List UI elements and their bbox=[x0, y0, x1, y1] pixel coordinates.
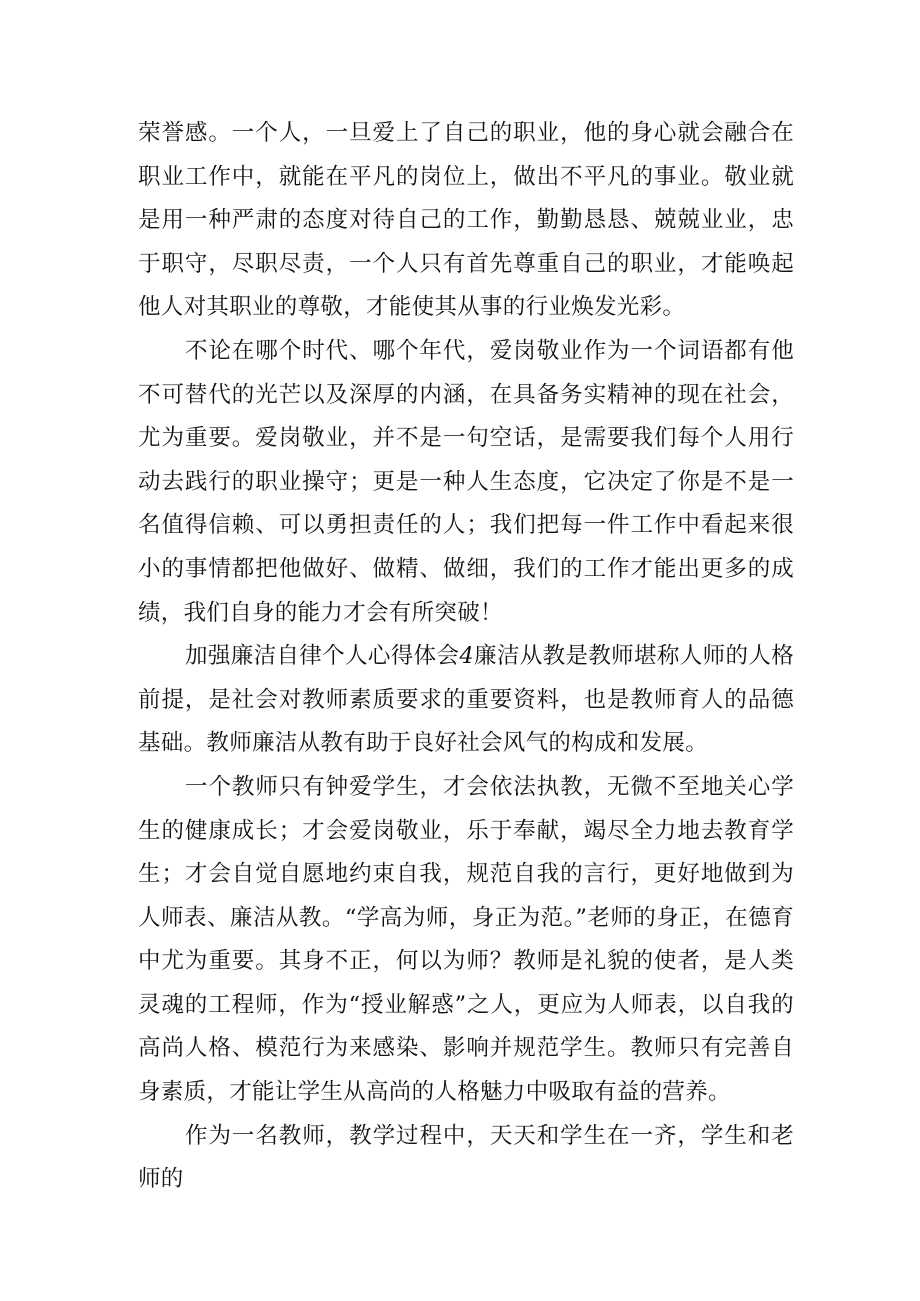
paragraph-4: 一个教师只有钟爱学生，才会依法执教，无微不至地关心学生的健康成长；才会爱岗敬业，乐于奉献，竭尽全力地去教育学生；才会自觉自愿地约束自我，规范自我的言行，更好地做到为人师表、廉洁从教。“学高为师，身正为范。”老师的身正，在德育中尤为重要。其身不正，何以为师？教师是礼貌的使者，是人类灵魂的工程师，作为“授业解惑”之人，更应为人师表，以自我的高尚人格、模范行为来感染、影响并规范学生。教师只有完善自身素质，才能让学生从高尚的人格魅力中吸取有益的营养。 bbox=[138, 773, 794, 1106]
paragraph-3-body: 廉洁从教是教师堪称人师的人格前提，是社会对教师素质要求的重要资料，也是教师育人的品德基础。教师廉洁从教有助于良好社会风气的构成和发展。 bbox=[138, 643, 794, 757]
document-body bbox=[138, 112, 794, 1202]
paragraph-1: 荣誉感。一个人，一旦爱上了自己的职业，他的身心就会融合在职业工作中，就能在平凡的岗位上，做出不平凡的事业。敬业就是用一种严肃的态度对待自己的工作，勤勤恳恳、兢兢业业，忠于职守，尽职尽责，一个人只有首先尊重自己的职业，才能唤起他人对其职业的尊敬，才能使其从事的行业焕发光彩。 bbox=[138, 120, 794, 321]
paragraph-3-heading: 加强廉洁自律个人心得体会 bbox=[185, 643, 460, 670]
paragraph-5: 作为一名教师，教学过程中，天天和学生在一齐，学生和老师的 bbox=[138, 1122, 794, 1193]
paragraph-2: 不论在哪个时代、哪个年代，爱岗敬业作为一个词语都有他不可替代的光芒以及深厚的内涵，在具备务实精神的现在社会，尤为重要。爱岗敬业，并不是一句空话，是需要我们每个人用行动去践行的职业操守；更是一种人生态度，它决定了你是不是一名值得信赖、可以勇担责任的人；我们把每一件工作中看起来很小的事情都把他做好、做精、做细，我们的工作才能出更多的成绩，我们自身的能力才会有所突破！ bbox=[138, 337, 794, 626]
paragraph-3 bbox=[138, 635, 794, 766]
paragraph-3-number: 4 bbox=[459, 643, 474, 670]
